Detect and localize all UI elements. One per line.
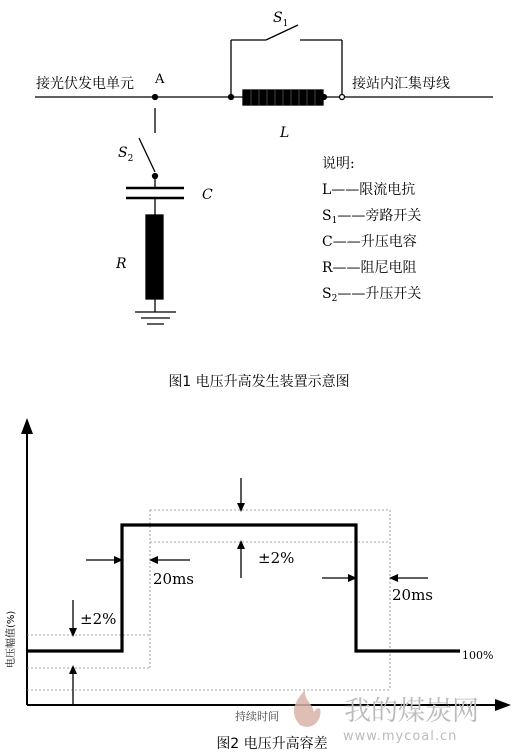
node-a-label: A <box>155 72 165 87</box>
x-axis-label: 持续时间 <box>235 710 279 723</box>
left-bus-label: 接光伏发电单元 <box>36 76 134 92</box>
resistor-body <box>146 215 163 299</box>
figure1-caption: 图1 电压升高发生装置示意图 <box>168 374 350 390</box>
time-tol-left-label: 20ms <box>153 570 195 588</box>
s1-right-terminal <box>340 95 345 100</box>
time-tol-right-label: 20ms <box>392 586 434 604</box>
baseline-label: 100% <box>462 649 494 662</box>
figure2-caption: 图2 电压升高容差 <box>216 736 328 752</box>
legend-item-s1: $S_1——$旁路开关 <box>322 208 422 226</box>
watermark-text: 我的煤炭网 <box>344 696 479 727</box>
s2-label: $S_2$ <box>118 145 134 164</box>
tolerance-bottom-label: ±2% <box>80 610 117 628</box>
resistor-label: R <box>116 256 127 272</box>
top-tol-arrowhead-up <box>237 540 245 549</box>
legend-title: 说明: <box>322 156 355 172</box>
right-bus-label: 接站内汇集母线 <box>352 76 450 92</box>
figure1-circuit <box>35 25 493 324</box>
y-axis-label: 电压幅值(%) <box>6 610 17 668</box>
left-tol-arrowhead-down <box>69 628 77 637</box>
legend-item-c: C——升压电容 <box>322 234 417 250</box>
y-axis-arrow <box>21 418 33 434</box>
legend-item-r: R——阻尼电阻 <box>322 260 417 276</box>
flame-logo-icon <box>294 690 321 727</box>
node-a-dot <box>153 95 158 100</box>
inductor-label: L <box>280 125 290 141</box>
s1-left-dot <box>229 95 234 100</box>
watermark-url: www.mycoal.cn <box>343 729 458 744</box>
tolerance-envelope <box>27 510 390 690</box>
legend <box>322 156 421 304</box>
x-axis-arrow <box>495 699 511 711</box>
legend-item-l: L——限流电抗 <box>322 182 416 198</box>
s1-label: $S_1$ <box>273 10 289 29</box>
top-tol-arrowhead-down <box>237 503 245 512</box>
legend-item-s2: $S_2——$升压开关 <box>322 286 422 304</box>
s2-blade <box>139 138 155 172</box>
left-tol-arrowhead-up <box>69 665 77 674</box>
tolerance-top-label: ±2% <box>258 549 295 567</box>
capacitor-label: C <box>202 187 213 203</box>
